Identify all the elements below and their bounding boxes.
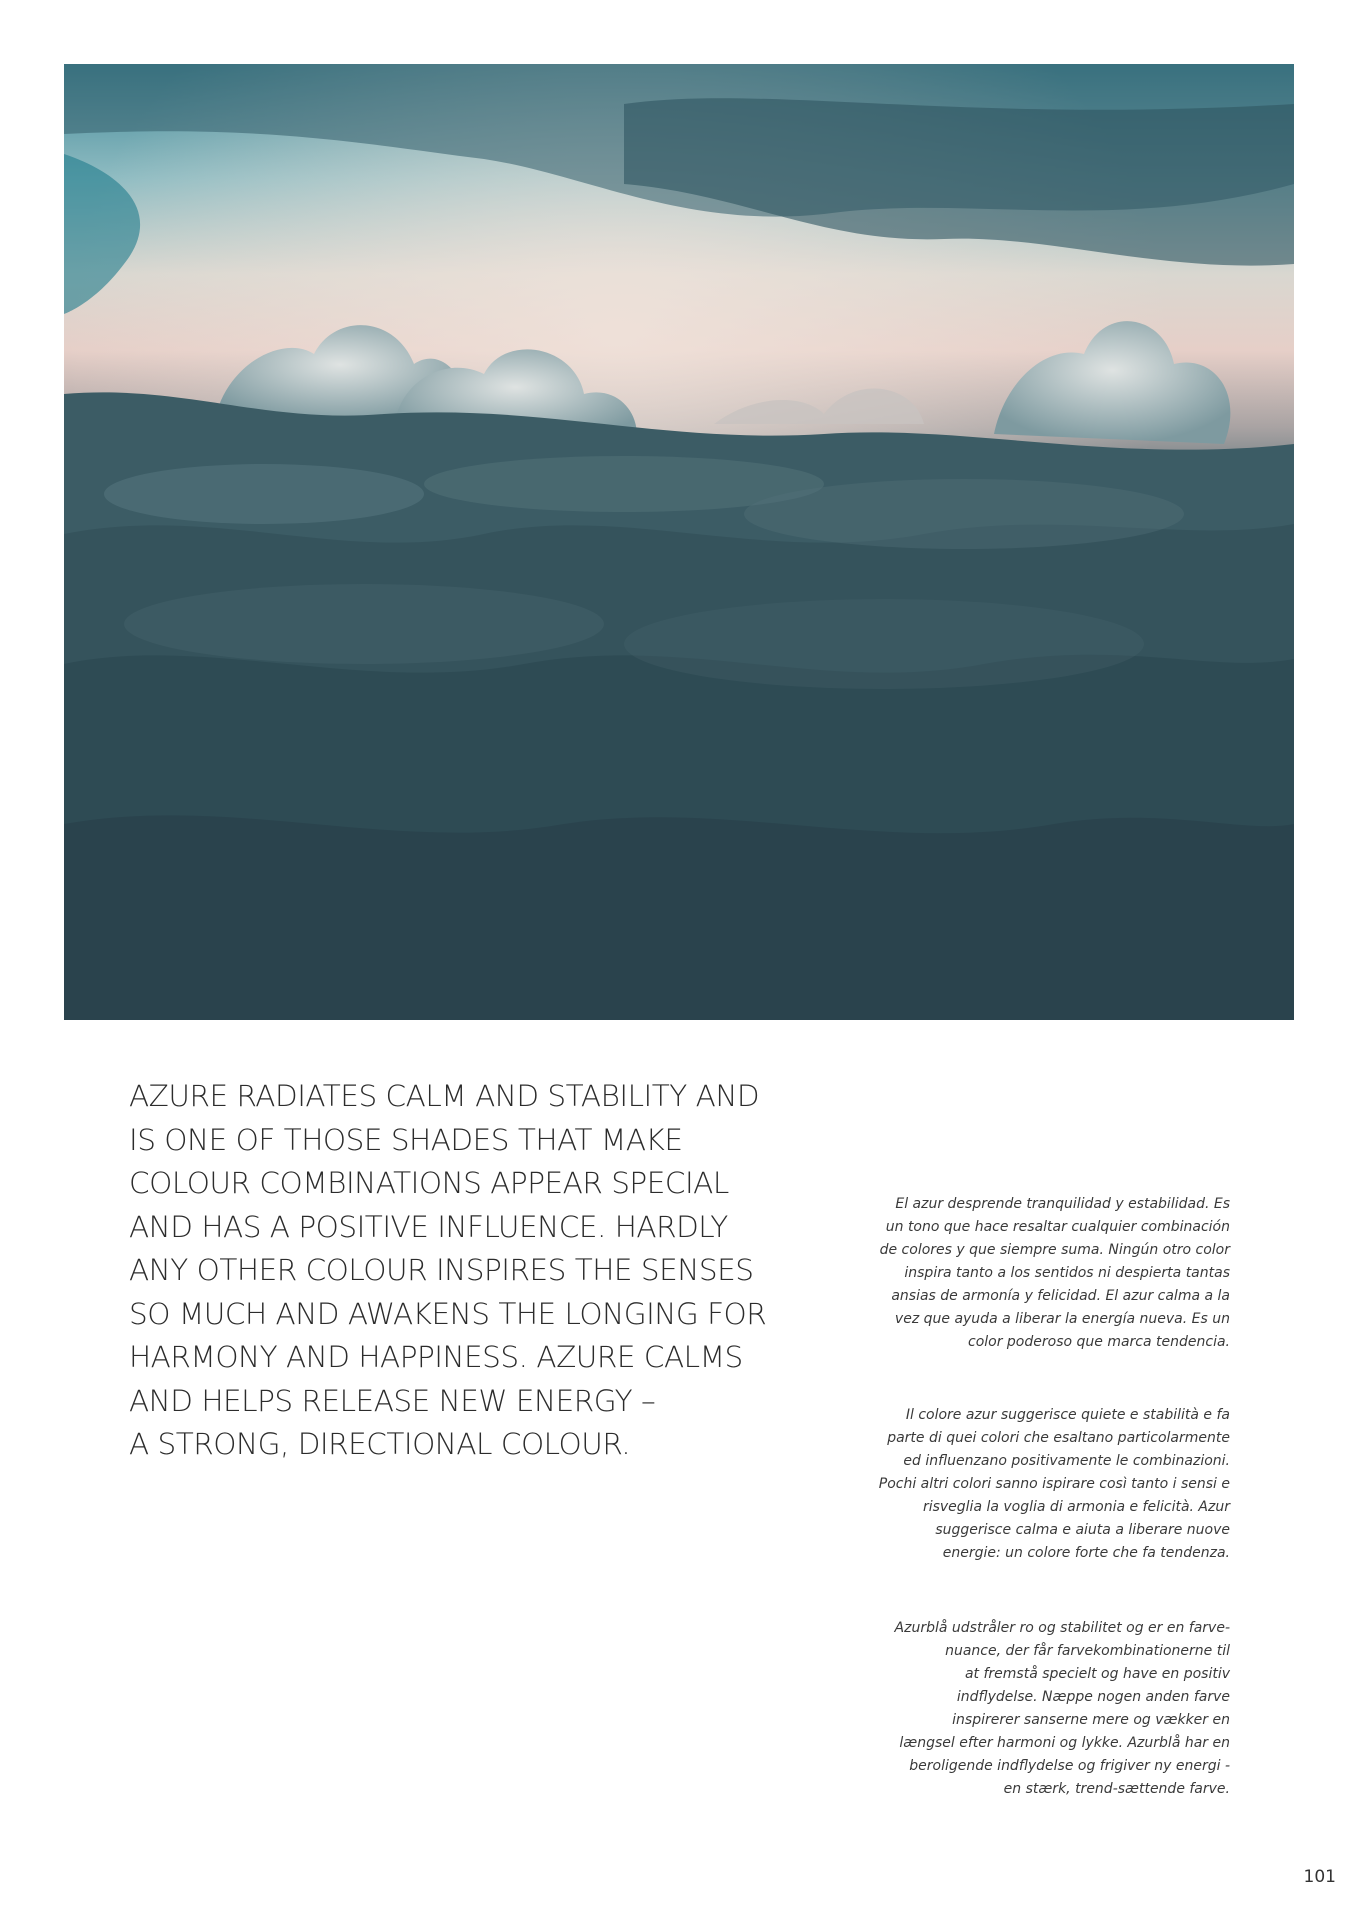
headline-line: IS ONE OF THOSE SHADES THAT MAKE: [129, 1122, 683, 1157]
spanish-line: de colores y que siempre suma. Ningún otro color: [879, 1242, 1230, 1258]
headline-line: COLOUR COMBINATIONS APPEAR SPECIAL: [129, 1166, 729, 1200]
danish-paragraph: [850, 1617, 1230, 1801]
spanish-line: un tono que hace resaltar cualquier combinación: [885, 1219, 1230, 1235]
danish-line: Azurblå udstråler ro og stabilitet og er en farve-: [894, 1620, 1230, 1636]
italian-line: energie: un colore forte che fa tendenza.: [942, 1545, 1230, 1561]
clouds-photo: [64, 64, 1294, 1020]
headline-line: HARMONY AND HAPPINESS. AZURE CALMS: [129, 1340, 743, 1374]
spanish-line: inspira tanto a los sentidos ni despierta tantas: [904, 1265, 1230, 1281]
italian-line: parte di quei colori che esaltano particolarmente: [887, 1430, 1230, 1446]
italian-line: risveglia la voglia di armonia e felicità. Azur: [922, 1499, 1230, 1515]
danish-line: længsel efter harmoni og lykke. Azurblå har en: [899, 1735, 1230, 1751]
danish-line: indflydelse. Næppe nogen anden farve: [956, 1689, 1230, 1705]
danish-line: nuance, der får farvekombinationerne til: [945, 1643, 1230, 1659]
spanish-paragraph: [850, 1193, 1230, 1354]
italian-line: suggerisce calma e aiuta a liberare nuove: [935, 1522, 1230, 1538]
clouds-illustration: [64, 64, 1294, 1020]
spanish-line: El azur desprende tranquilidad y estabilidad. Es: [895, 1196, 1230, 1212]
headline-line: SO MUCH AND AWAKENS THE LONGING FOR: [129, 1296, 767, 1331]
danish-line: beroligende indflydelse og frigiver ny energi -: [909, 1758, 1230, 1774]
page-number: 101: [1303, 1867, 1336, 1887]
headline-line: AZURE RADIATES CALM AND STABILITY AND: [129, 1079, 760, 1113]
headline-text: [129, 1075, 789, 1467]
spanish-line: vez que ayuda a liberar la energía nueva. Es un: [894, 1311, 1230, 1327]
italian-line: ed influenzano positivamente le combinazioni.: [903, 1453, 1230, 1469]
italian-paragraph: [850, 1404, 1230, 1565]
headline-line: AND HELPS RELEASE NEW ENERGY –: [129, 1383, 656, 1418]
spanish-line: ansias de armonía y felicidad. El azur calma a la: [891, 1288, 1230, 1304]
danish-line: at fremstå specielt og have en positiv: [964, 1666, 1230, 1682]
headline-line: AND HAS A POSITIVE INFLUENCE. HARDLY: [129, 1209, 728, 1244]
italian-line: Pochi altri colori sanno ispirare così tanto i sensi e: [878, 1476, 1230, 1492]
headline-line: ANY OTHER COLOUR INSPIRES THE SENSES: [129, 1253, 754, 1287]
spanish-line: color poderoso que marca tendencia.: [968, 1334, 1230, 1350]
danish-line: en stærk, trend-sættende farve.: [1003, 1781, 1230, 1797]
danish-line: inspirerer sanserne mere og vækker en: [952, 1712, 1230, 1728]
headline-line: A STRONG, DIRECTIONAL COLOUR.: [129, 1427, 631, 1461]
italian-line: Il colore azur suggerisce quiete e stabilità e fa: [905, 1407, 1230, 1423]
